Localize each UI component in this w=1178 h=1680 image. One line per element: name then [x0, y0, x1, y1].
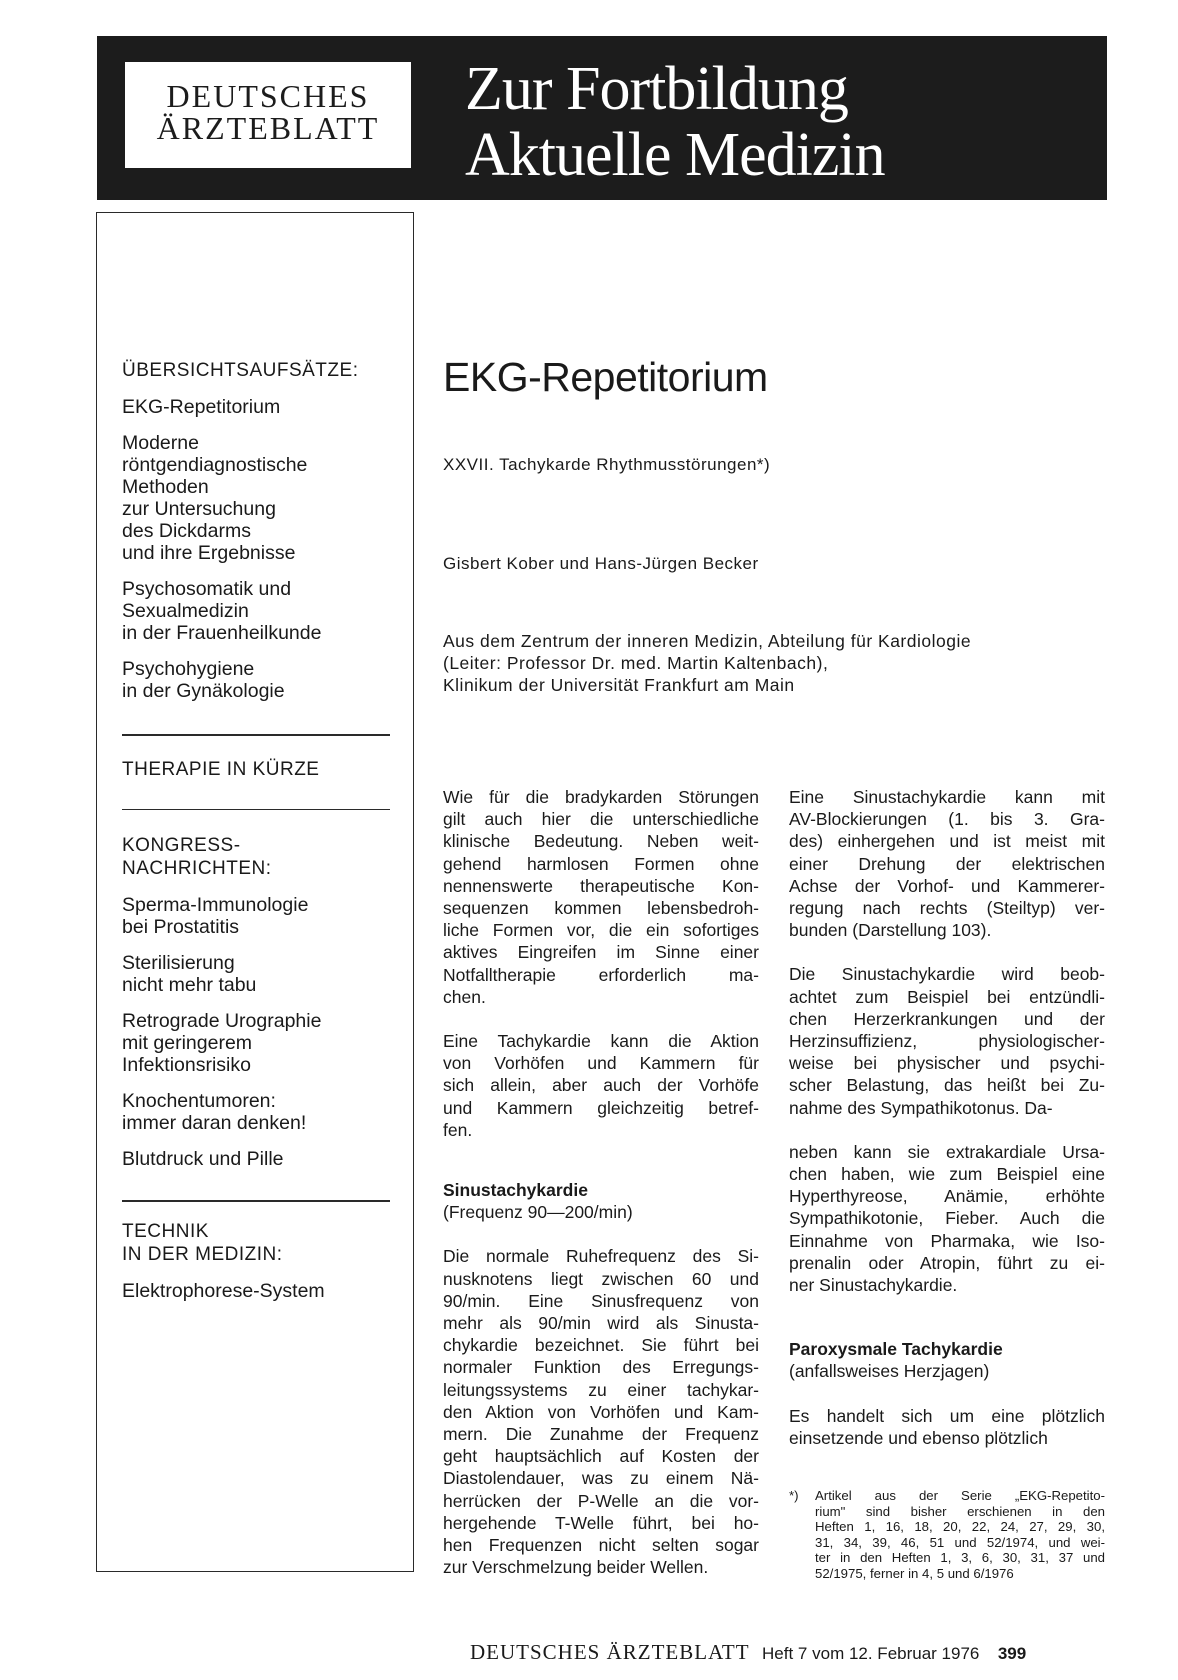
text-line: Achse der Vorhof- und Kammerer- — [789, 875, 1105, 896]
contents-item-line: und ihre Ergebnisse — [122, 542, 296, 564]
contents-sidebar — [96, 212, 414, 1572]
text-line: klinische Bedeutung. Neben weit- — [443, 831, 759, 852]
header-banner — [97, 36, 1107, 200]
technik-heading-line: IN DER MEDIZIN: — [122, 1243, 283, 1265]
contents-item — [122, 396, 392, 418]
contents-item-line: Knochentumoren: — [122, 1090, 276, 1112]
contents-item-line: Sperma-Immunologie — [122, 894, 309, 916]
divider — [122, 734, 390, 736]
subsection-subheading: (Frequenz 90—200/min) — [443, 1202, 633, 1223]
text-line: Diastolendauer, was zu einem Nä- — [443, 1468, 759, 1489]
contents-item-line: Infektionsrisiko — [122, 1054, 251, 1076]
paragraph — [789, 963, 1105, 1118]
section-title — [465, 56, 885, 188]
contents-item-line: des Dickdarms — [122, 520, 251, 542]
contents-item-line: Elektrophorese-System — [122, 1279, 325, 1302]
page-number: 399 — [997, 1644, 1027, 1663]
contents-item — [122, 1090, 392, 1134]
contents-item — [122, 1148, 392, 1170]
contents-item-line: bei Prostatitis — [122, 916, 240, 938]
technik-heading — [122, 1220, 392, 1266]
contents-item — [122, 578, 392, 644]
affiliation-line: (Leiter: Professor Dr. med. Martin Kaltenbach), — [443, 653, 829, 673]
section-title-line: Aktuelle Medizin — [465, 121, 885, 189]
overview-heading: ÜBERSICHTSAUFSÄTZE: — [122, 360, 359, 381]
text-line: 90/min. Eine Sinusfrequenz von — [443, 1290, 759, 1311]
text-line: prenalin oder Atropin, führt zu ei- — [789, 1252, 1105, 1273]
text-line: Es handelt sich um eine plötzlich — [789, 1405, 1105, 1426]
subsection-subheading: (anfallsweises Herzjagen) — [789, 1361, 990, 1382]
footnote-mark: *) — [789, 1488, 799, 1503]
contents-item-line: Retrograde Urographie — [122, 1010, 322, 1032]
divider — [122, 809, 390, 811]
text-line: achtet zum Beispiel bei entzündli- — [789, 986, 1105, 1007]
contents-item-line: Blutdruck und Pille — [122, 1148, 284, 1170]
text-line: bunden (Darstellung 103). — [789, 920, 992, 941]
text-line: chen. — [443, 986, 486, 1007]
text-line: Eine Sinustachykardie kann mit — [789, 787, 1105, 807]
body-column-1 — [443, 786, 759, 1579]
text-line: AV-Blockierungen (1. bis 3. Gra- — [789, 809, 1105, 830]
contents-item-line: Sexualmedizin — [122, 600, 249, 622]
text-line: Heften 1, 16, 18, 20, 22, 24, 27, 29, 30, — [815, 1519, 1105, 1534]
text-line: nennenswerte therapeutische Kon- — [443, 875, 759, 896]
body-column-2 — [789, 786, 1105, 1449]
footer-journal: DEUTSCHES ÄRZTEBLATT — [470, 1640, 750, 1664]
text-line: fen. — [443, 1119, 473, 1140]
text-line: 31, 34, 39, 46, 51 und 52/1974, und wei- — [815, 1534, 1105, 1550]
affiliation-line: Klinikum der Universität Frankfurt am Main — [443, 675, 795, 695]
overview-items — [122, 396, 392, 702]
text-line: 52/1975, ferner in 4, 5 und 6/1976 — [815, 1565, 1014, 1581]
text-line: gehend harmlosen Formen ohne — [443, 853, 759, 874]
text-line: mehr als 90/min wird als Sinusta- — [443, 1313, 759, 1334]
journal-masthead — [125, 62, 411, 168]
text-line: regung nach rechts (Steiltyp) ver- — [789, 898, 1105, 919]
text-line: sich allein, aber auch der Vorhöfe — [443, 1075, 759, 1096]
text-line: normaler Funktion des Erregungs- — [443, 1357, 759, 1378]
text-line: Eine Tachykardie kann die Aktion — [443, 1031, 759, 1052]
contents-item — [122, 894, 392, 938]
contents-item-line: zur Untersuchung — [122, 498, 276, 520]
contents-item — [122, 658, 392, 702]
footer-issue: Heft 7 vom 12. Februar 1976 — [762, 1644, 980, 1663]
contents-item-line: mit geringerem — [122, 1032, 253, 1054]
text-line: herrücken der P-Welle an die vor- — [443, 1490, 759, 1511]
text-line: des) einhergehen und ist meist mit — [789, 831, 1105, 852]
contents-item-line: nicht mehr tabu — [122, 974, 257, 996]
text-line: ner Sinustachykardie. — [789, 1275, 958, 1296]
text-line: Wie für die bradykarden Störungen — [443, 787, 759, 807]
text-line: Herzinsuffizienz, physiologischer- — [789, 1031, 1105, 1052]
contents-item-line: Psychosomatik und — [122, 578, 292, 600]
text-line: und Kammern gleichzeitig betref- — [443, 1097, 759, 1118]
paragraph — [443, 786, 759, 1008]
text-line: nusknotens liegt zwischen 60 und — [443, 1268, 759, 1289]
article-title: EKG-Repetitorium — [443, 354, 768, 400]
contents-item-line: röntgendiagnostische — [122, 454, 308, 476]
congress-heading — [122, 834, 392, 880]
text-line: gilt auch hier die unterschiedliche — [443, 809, 759, 830]
text-line: hergehende T-Welle führt, bei ho- — [443, 1512, 759, 1533]
text-line: chykardie bezeichnet. Sie führt bei — [443, 1335, 759, 1356]
contents-item-line: Moderne — [122, 432, 199, 454]
text-line: sequenzen kommen lebensbedroh- — [443, 898, 759, 919]
text-line: hen Frequenzen nicht selten sogar — [443, 1535, 759, 1556]
contents-item — [122, 1280, 392, 1302]
congress-heading-line: NACHRICHTEN: — [122, 858, 272, 879]
subsection-heading: Paroxysmale Tachykardie — [789, 1339, 1003, 1360]
paragraph — [789, 786, 1105, 941]
text-line: von Vorhöfen und Kammern für — [443, 1053, 759, 1074]
text-line: neben kann sie extrakardiale Ursa- — [789, 1141, 1105, 1162]
text-line: scher Belastung, das heißt bei Zu- — [789, 1075, 1105, 1096]
paragraph — [789, 1141, 1105, 1296]
text-line: Artikel aus der Serie „EKG-Repetito- — [815, 1488, 1105, 1503]
page-footer — [470, 1640, 1110, 1665]
article-authors: Gisbert Kober und Hans-Jürgen Becker — [443, 554, 759, 573]
text-line: einer Drehung der elektrischen — [789, 853, 1105, 874]
text-line: Notfalltherapie erforderlich ma- — [443, 964, 759, 985]
article-subtitle: XXVII. Tachykarde Rhythmusstörungen*) — [443, 455, 771, 474]
text-line: rium" sind bisher erschienen in den — [815, 1503, 1105, 1519]
text-line: liche Formen vor, die ein sofortiges — [443, 920, 759, 941]
contents-list — [122, 359, 392, 1302]
text-line: Einnahme von Pharmaka, wie Iso- — [789, 1230, 1105, 1251]
text-line: mern. Die Zunahme der Frequenz — [443, 1424, 759, 1445]
footnote — [789, 1488, 1105, 1581]
contents-item — [122, 952, 392, 996]
contents-item — [122, 432, 392, 564]
contents-item — [122, 1010, 392, 1076]
text-line: einsetzende und ebenso plötzlich — [789, 1427, 1048, 1448]
text-line: chen Herzerkrankungen und der — [789, 1008, 1105, 1029]
article-affiliation — [443, 630, 971, 696]
text-line: Hyperthyreose, Anämie, erhöhte — [789, 1186, 1105, 1207]
text-line: aktives Eingreifen im Sinne einer — [443, 942, 759, 963]
congress-heading-line: KONGRESS- — [122, 835, 241, 856]
paragraph — [789, 1405, 1105, 1449]
masthead-line: DEUTSCHES — [166, 78, 370, 114]
paragraph — [443, 1030, 759, 1141]
divider — [122, 1200, 390, 1202]
contents-item-line: Methoden — [122, 476, 209, 498]
technik-heading-line: TECHNIK — [122, 1220, 209, 1242]
congress-items — [122, 894, 392, 1170]
paragraph — [443, 1245, 759, 1578]
contents-item-line: in der Gynäkologie — [122, 680, 285, 702]
text-line: leitungssystems zu einer tachykar- — [443, 1379, 759, 1400]
therapy-heading: THERAPIE IN KÜRZE — [122, 758, 320, 780]
footnote-text — [815, 1488, 1105, 1581]
contents-item-line: Psychohygiene — [122, 658, 255, 680]
contents-item-line: immer daran denken! — [122, 1112, 307, 1134]
text-line: weise bei physischer und psychi- — [789, 1053, 1105, 1074]
text-line: Die normale Ruhefrequenz des Si- — [443, 1246, 759, 1267]
text-line: ter in den Heften 1, 3, 6, 30, 31, 37 und — [815, 1550, 1105, 1565]
text-line: nahme des Sympathikotonus. Da- — [789, 1097, 1053, 1118]
section-title-line: Zur Fortbildung — [465, 55, 848, 123]
text-line: Sympathikotonie, Fieber. Auch die — [789, 1208, 1105, 1229]
text-line: geht hauptsächlich auf Kosten der — [443, 1446, 759, 1467]
text-line: zur Verschmelzung beider Wellen. — [443, 1557, 709, 1578]
contents-item-line: Sterilisierung — [122, 952, 235, 974]
text-line: chen haben, wie zum Beispiel eine — [789, 1164, 1105, 1185]
contents-item-line: EKG-Repetitorium — [122, 396, 281, 418]
text-line: Die Sinustachykardie wird beob- — [789, 964, 1105, 985]
contents-item-line: in der Frauenheilkunde — [122, 622, 322, 644]
affiliation-line: Aus dem Zentrum der inneren Medizin, Abteilung für Kardiologie — [443, 631, 972, 651]
masthead-line: ÄRZTEBLATT — [156, 110, 380, 146]
text-line: den Aktion von Vorhöfen und Kam- — [443, 1401, 759, 1422]
technik-items — [122, 1280, 392, 1302]
subsection-heading: Sinustachykardie — [443, 1180, 588, 1201]
